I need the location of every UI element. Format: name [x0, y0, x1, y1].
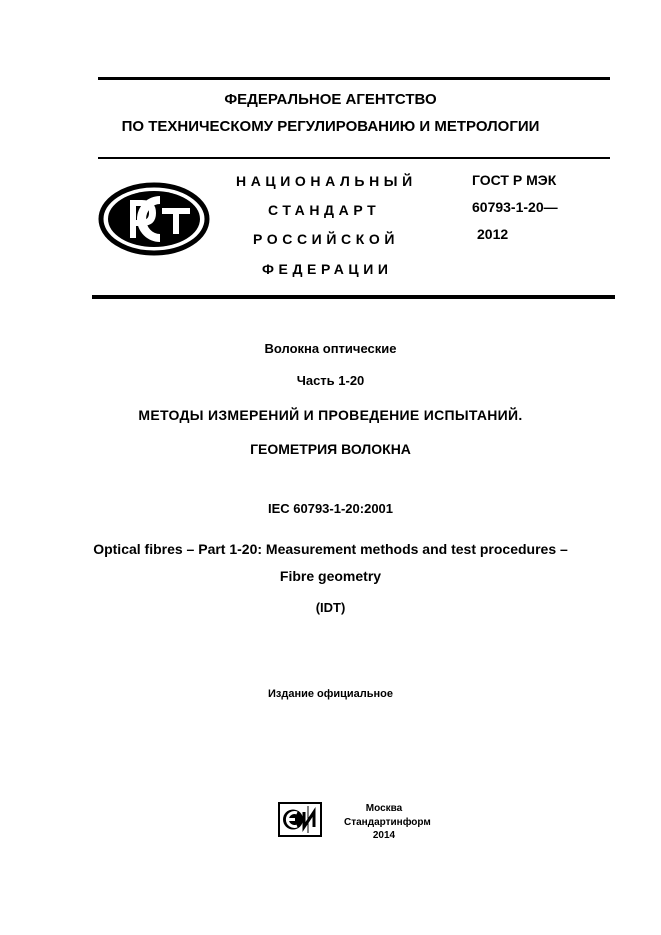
agency-line-1: ФЕДЕРАЛЬНОЕ АГЕНТСТВО: [224, 91, 437, 108]
title-line-4: ГЕОМЕТРИЯ ВОЛОКНА: [250, 441, 411, 457]
iec-reference: IEC 60793-1-20:2001: [267, 501, 394, 516]
national-standard-line-3: РОССИЙСКОЙ: [253, 231, 399, 247]
national-standard-line-2: СТАНДАРТ: [268, 202, 381, 218]
standard-code-line-1: ГОСТ Р МЭК: [472, 172, 557, 188]
iec-title-line-2: Fibre geometry: [279, 568, 382, 584]
agency-line-2: ПО ТЕХНИЧЕСКОМУ РЕГУЛИРОВАНИЮ И МЕТРОЛОГИИ: [121, 118, 540, 135]
title-line-2: Часть 1-20: [296, 373, 365, 388]
edition-label: Издание официальное: [267, 688, 394, 700]
idt-label: (IDT): [315, 600, 346, 615]
publisher-year: 2014: [372, 830, 396, 841]
publisher-city: Москва: [365, 803, 403, 814]
national-standard-line-4: ФЕДЕРАЦИИ: [262, 261, 393, 277]
header-divider: [98, 157, 610, 159]
standard-code-line-3: 2012: [477, 226, 509, 242]
title-line-1: Волокна оптические: [264, 341, 397, 356]
standard-code-line-2: 60793-1-20—: [472, 199, 558, 215]
rst-gost-logo-icon: [98, 182, 210, 256]
publisher-name: Стандартинформ: [344, 817, 431, 828]
top-rule: [98, 77, 610, 80]
iec-title-line-1: Optical fibres – Part 1-20: Measurement methods and test procedures –: [93, 541, 568, 557]
national-standard-line-1: НАЦИОНАЛЬНЫЙ: [236, 173, 417, 189]
title-line-3: МЕТОДЫ ИЗМЕРЕНИЙ И ПРОВЕДЕНИЕ ИСПЫТАНИЙ.: [138, 407, 523, 423]
standartinform-logo-icon: [278, 802, 322, 837]
header-bottom-rule: [92, 295, 615, 299]
